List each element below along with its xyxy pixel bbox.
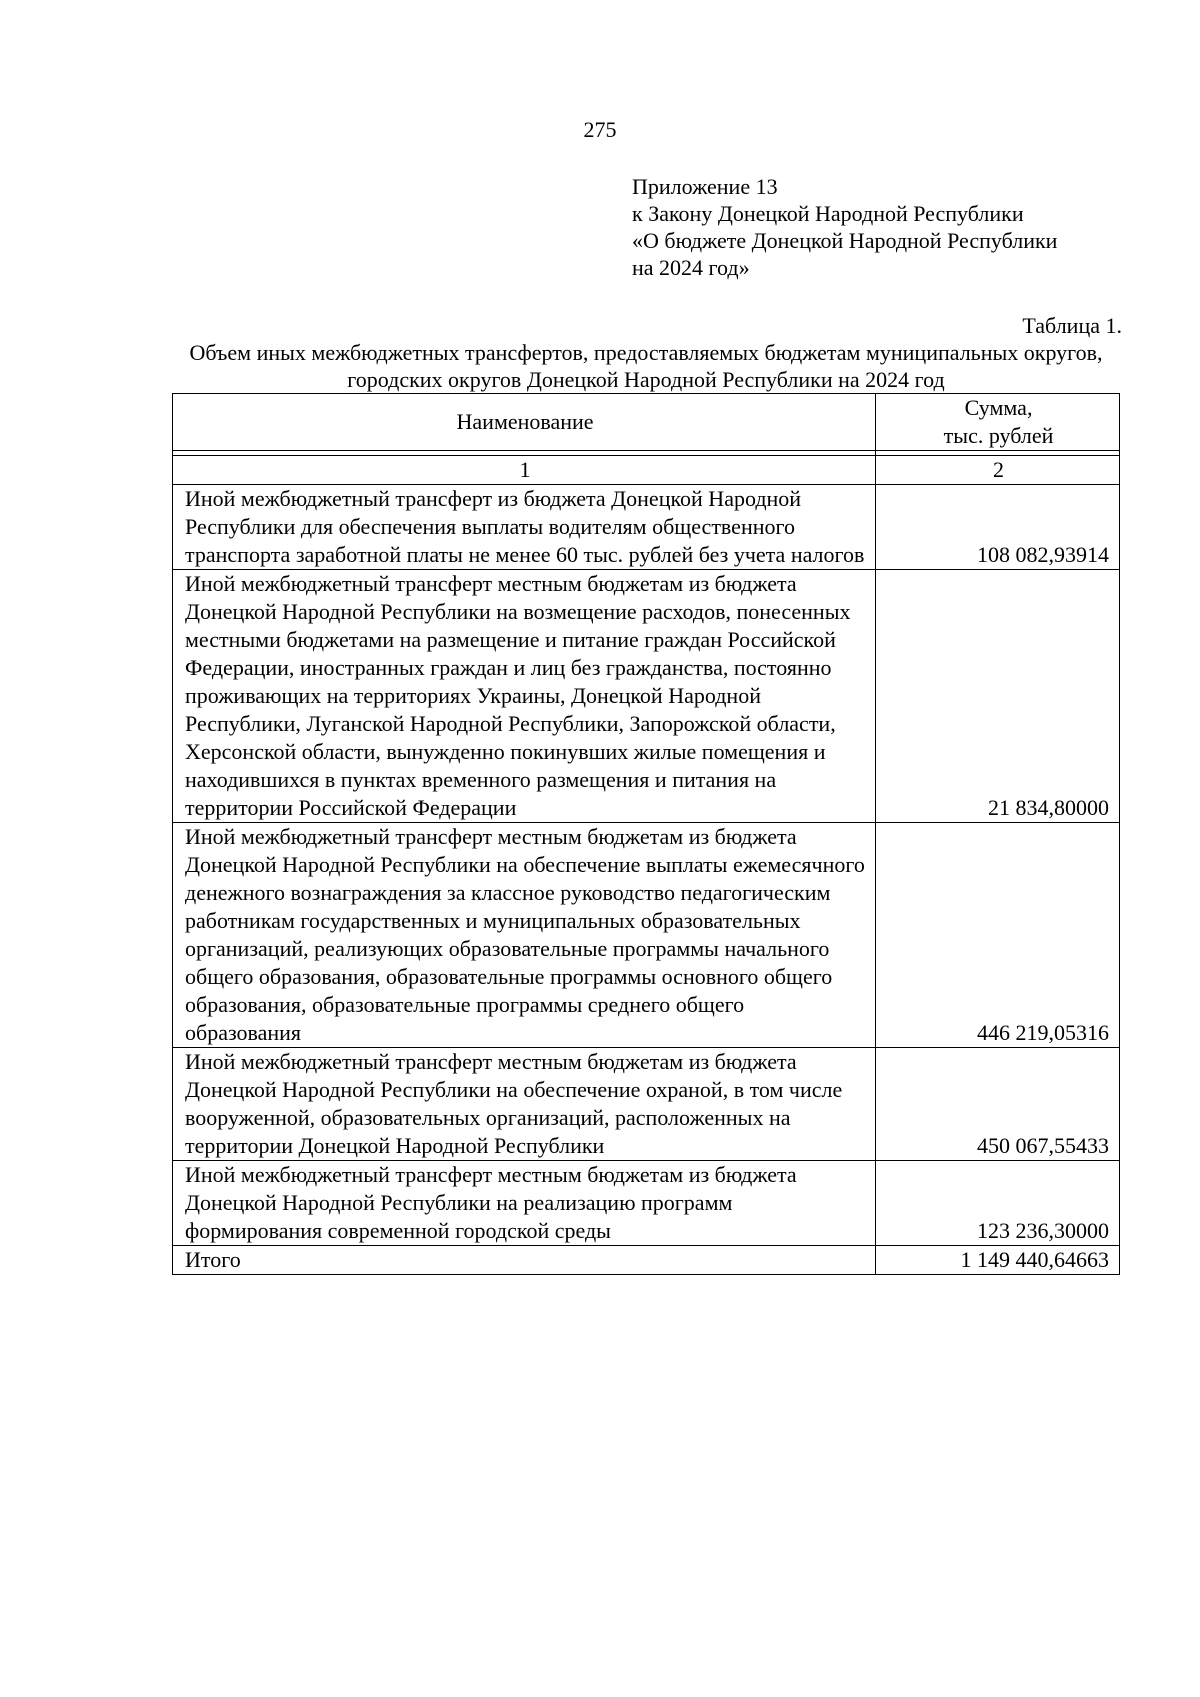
row-amount: 450 067,55433	[876, 1048, 1120, 1161]
row-amount: 21 834,80000	[876, 570, 1120, 823]
row-name: Иной межбюджетный трансферт местным бюджетам из бюджета Донецкой Народной Республики на обеспечение выплаты ежемесячного денежного вознаграждения за классное руководство педагогическим работникам государственных и муниципальных образовательных организаций, реализующих образовательные программы начального общего образования, образовательные программы основного общего образования, образовательные программы среднего общего образования	[173, 823, 876, 1048]
appendix-line: «О бюджете Донецкой Народной Республики	[632, 228, 1058, 253]
row-name: Иной межбюджетный трансферт местным бюджетам из бюджета Донецкой Народной Республики на реализацию программ формирования современной городской среды	[173, 1161, 876, 1246]
row-name: Иной межбюджетный трансферт местным бюджетам из бюджета Донецкой Народной Республики на обеспечение охраной, в том числе вооруженной, образовательных организаций, расположенных на территории Донецкой Народной Республики	[173, 1048, 876, 1161]
header-amount	[876, 394, 1120, 451]
appendix-line: на 2024 год»	[632, 255, 750, 280]
column-number-row	[173, 456, 1120, 485]
appendix-line: к Закону Донецкой Народной Республики	[632, 201, 1024, 226]
header-amount-line2: тыс. рублей	[943, 423, 1054, 448]
transfers-table	[172, 393, 1120, 1275]
column-number: 1	[173, 456, 876, 485]
row-amount: 446 219,05316	[876, 823, 1120, 1048]
column-number: 2	[876, 456, 1120, 485]
table-row	[173, 823, 1120, 1048]
table-header-row	[173, 394, 1120, 451]
row-amount: 123 236,30000	[876, 1161, 1120, 1246]
appendix-block	[632, 173, 1057, 281]
table-row	[173, 485, 1120, 570]
total-label: Итого	[173, 1246, 876, 1275]
table-title: Объем иных межбюджетных трансфертов, предоставляемых бюджетам муниципальных округов, городских округов Донецкой Народной Республики на 2024 год	[189, 340, 1103, 392]
appendix-line: Приложение 13	[632, 174, 778, 199]
total-amount: 1 149 440,64663	[876, 1246, 1120, 1275]
table-label: Таблица 1.	[1022, 313, 1122, 338]
total-row	[173, 1246, 1120, 1275]
row-name: Иной межбюджетный трансферт местным бюджетам из бюджета Донецкой Народной Республики на возмещение расходов, понесенных местными бюджетами на размещение и питание граждан Российской Федерации, иностранных граждан и лиц без гражданства, постоянно проживающих на территориях Украины, Донецкой Народной Республики, Луганской Народной Республики, Запорожской области, Херсонской области, вынужденно покинувших жилые помещения и находившихся в пунктах временного размещения и питания на территории Российской Федерации	[173, 570, 876, 823]
page-number: 275	[583, 117, 617, 142]
header-amount-line1: Сумма,	[964, 395, 1033, 420]
table-row	[173, 1161, 1120, 1246]
row-name: Иной межбюджетный трансферт из бюджета Донецкой Народной Республики для обеспечения выплаты водителям общественного транспорта заработной платы не менее 60 тыс. рублей без учета налогов	[173, 485, 876, 570]
table-row	[173, 1048, 1120, 1161]
table-row	[173, 570, 1120, 823]
row-amount: 108 082,93914	[876, 485, 1120, 570]
header-name: Наименование	[173, 394, 876, 451]
